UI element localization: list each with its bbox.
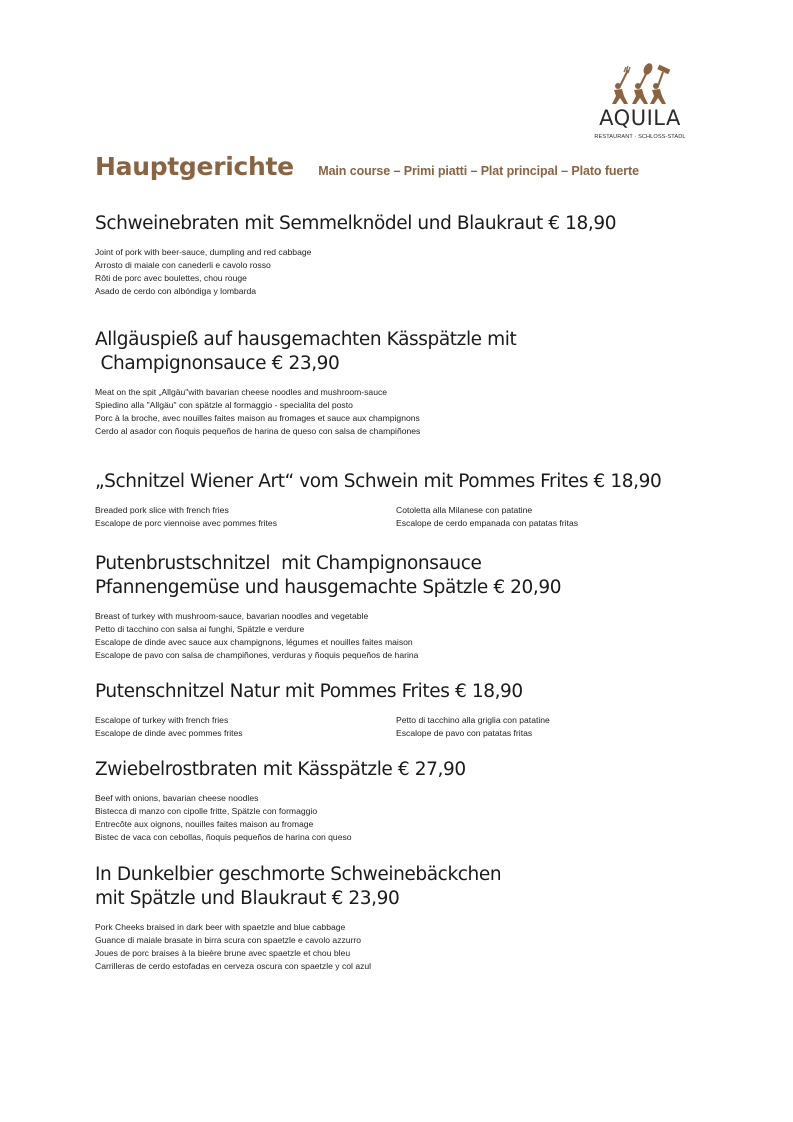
dish-title: Schweinebraten mit Semmelknödel und Blaukraut € 18,90 bbox=[95, 213, 617, 234]
dish-title-line-1: Putenbrustschnitzel mit Champignonsauce bbox=[95, 553, 482, 574]
dish-putenbrustschnitzel bbox=[95, 552, 735, 662]
description-line: Petto di tacchino con salsa ai funghi, Spätzle e verdure bbox=[95, 624, 305, 634]
description-line: Rôti de porc avec boulettes, chou rouge bbox=[95, 273, 247, 283]
description-line: Bistec de vaca con cebollas, ñoquis pequeños de harina con queso bbox=[95, 832, 352, 842]
description-line: Joues de porc braises à la bieère brune avec spaetzle et chou bleu bbox=[95, 948, 351, 958]
description-line: Escalope of turkey with french fries bbox=[95, 715, 229, 725]
dish-descriptions bbox=[95, 246, 735, 298]
description-line: Escalope de pavo con patatas fritas bbox=[396, 728, 533, 738]
dish-schweinebaeckchen bbox=[95, 863, 735, 973]
description-line: Porc à la broche, avec nouilles faites maison au fromages et sauce aux champignons bbox=[95, 413, 420, 423]
description-line: Beef with onions, bavarian cheese noodles bbox=[95, 793, 259, 803]
section-heading bbox=[95, 152, 639, 181]
description-column-left bbox=[95, 504, 277, 530]
logo-figures-icon bbox=[608, 62, 674, 106]
dish-descriptions bbox=[95, 386, 735, 438]
description-column-right bbox=[396, 714, 550, 740]
logo-name: AQUILA bbox=[599, 106, 681, 130]
description-line: Entrecôte aux oignons, nouilles faites maison au fromage bbox=[95, 819, 314, 829]
description-line: Asado de cerdo con albóndiga y lombarda bbox=[95, 286, 257, 296]
dish-title-line-2: Pfannengemüse und hausgemachte Spätzle € 20,90 bbox=[95, 577, 562, 598]
dish-descriptions bbox=[95, 714, 735, 740]
dish-descriptions bbox=[95, 921, 735, 973]
description-line: Escalope de pavo con salsa de champiñones, verduras y ñoquis pequeños de harina bbox=[95, 650, 419, 660]
dish-descriptions bbox=[95, 504, 735, 530]
description-line: Breast of turkey with mushroom-sauce, bavarian noodles and vegetable bbox=[95, 611, 369, 621]
description-line: Carrilleras de cerdo estofadas en cerveza oscura con spaetzle y col azul bbox=[95, 961, 372, 971]
description-column-right bbox=[396, 504, 578, 530]
dish-putenschnitzel-natur bbox=[95, 680, 735, 740]
description-line: Escalope de cerdo empanada con patatas fritas bbox=[396, 518, 579, 528]
dish-schnitzel-wiener-art bbox=[95, 470, 735, 530]
description-line: Petto di tacchino alla griglia con patatine bbox=[396, 715, 550, 725]
dish-title-line-1: Allgäuspieß auf hausgemachten Kässpätzle mit bbox=[95, 329, 517, 350]
description-line: Cerdo al asador con ñoquis pequeños de harina de queso con salsa de champiñones bbox=[95, 426, 421, 436]
description-line: Spiedino alla "Allgäu" con spätzle al formaggio - specialita del posto bbox=[95, 400, 353, 410]
dish-title: Zwiebelrostbraten mit Kässpätzle € 27,90 bbox=[95, 759, 466, 780]
description-line: Pork Cheeks braised in dark beer with spaetzle and blue cabbage bbox=[95, 922, 346, 932]
description-line: Cotoletta alla Milanese con patatine bbox=[396, 505, 533, 515]
logo-tagline: RESTAURANT · SCHLOSS-STADL bbox=[594, 134, 686, 140]
dish-title: „Schnitzel Wiener Art“ vom Schwein mit Pommes Frites € 18,90 bbox=[95, 471, 662, 492]
dish-title: Putenschnitzel Natur mit Pommes Frites € 18,90 bbox=[95, 681, 523, 702]
dish-title-line-1: In Dunkelbier geschmorte Schweinebäckchen bbox=[95, 864, 502, 885]
description-column-left bbox=[95, 714, 243, 740]
dish-descriptions bbox=[95, 792, 735, 844]
description-line: Arrosto di maiale con canederli e cavolo rosso bbox=[95, 260, 271, 270]
description-line: Joint of pork with beer-sauce, dumpling and red cabbage bbox=[95, 247, 312, 257]
page-title: Hauptgerichte bbox=[95, 152, 294, 181]
dish-schweinebraten bbox=[95, 212, 735, 298]
description-line: Guance di maiale brasate in birra scura con spaetzle e cavolo azzurro bbox=[95, 935, 362, 945]
dish-title-line-2: Champignonsauce € 23,90 bbox=[95, 353, 340, 374]
description-line: Breaded pork slice with french fries bbox=[95, 505, 229, 515]
dish-zwiebelrostbraten bbox=[95, 758, 735, 844]
dish-descriptions bbox=[95, 610, 735, 662]
page-subtitle: Main course – Primi piatti – Plat principal – Plato fuerte bbox=[318, 164, 639, 178]
description-line: Bistecca di manzo con cipolle fritte, Spätzle con formaggio bbox=[95, 806, 318, 816]
description-line: Escalope de dinde avec sauce aux champignons, légumes et nouilles faites maison bbox=[95, 637, 413, 647]
description-line: Meat on the spit „Allgäu"with bavarian cheese noodles and mushroom-sauce bbox=[95, 387, 388, 397]
restaurant-logo bbox=[590, 62, 690, 144]
description-line: Escalope de dinde avec pommes frites bbox=[95, 728, 243, 738]
description-line: Escalope de porc viennoise avec pommes frites bbox=[95, 518, 277, 528]
dish-title-line-2: mit Spätzle und Blaukraut € 23,90 bbox=[95, 888, 400, 909]
dish-allgaeuspiess bbox=[95, 328, 735, 438]
